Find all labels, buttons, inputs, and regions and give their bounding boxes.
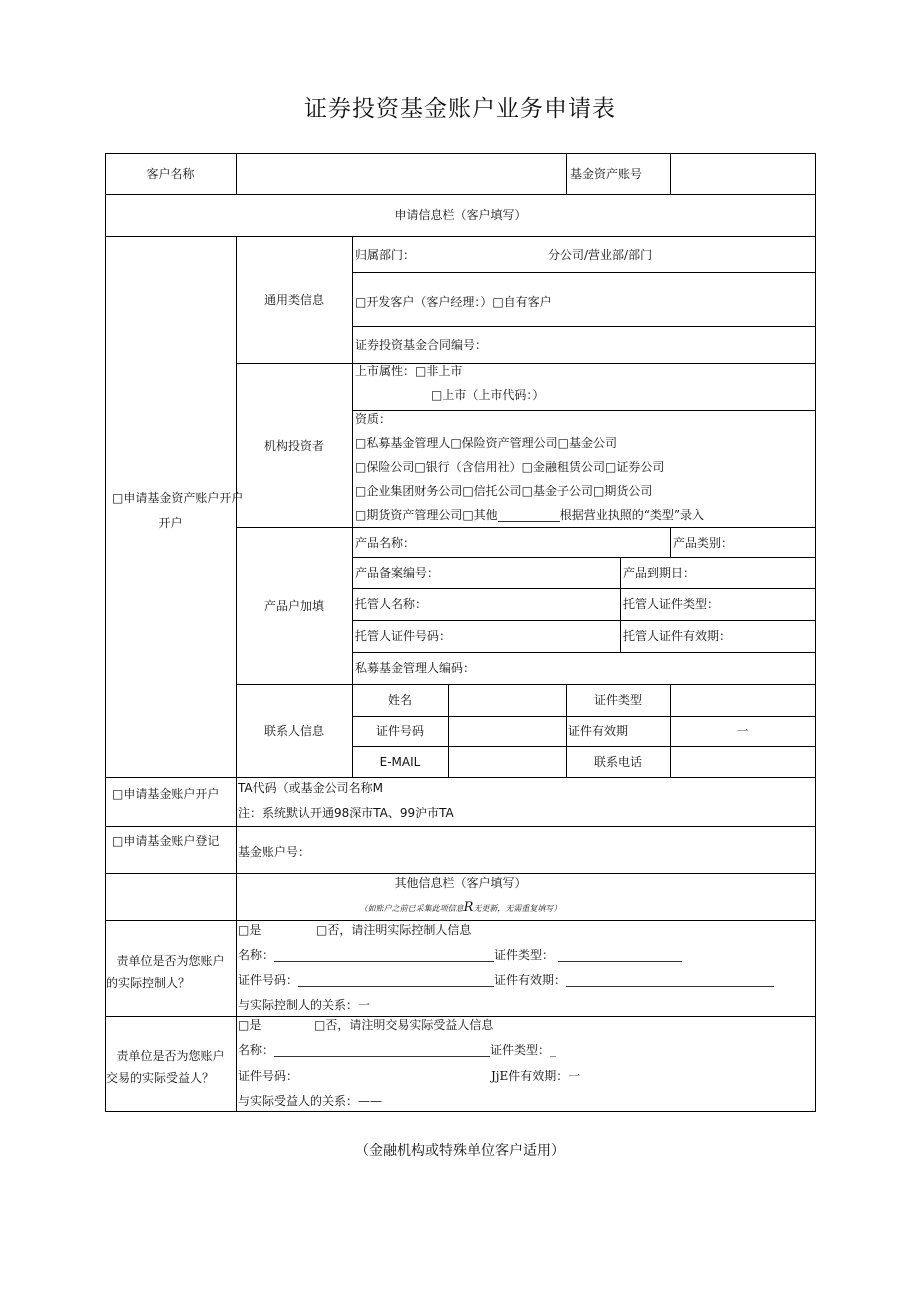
contact-id-type-field[interactable] [672, 686, 814, 714]
fund-account-no-label: 基金账户号： [238, 845, 311, 859]
listing-status-line2[interactable]: □上市（上市代码：） [431, 388, 545, 402]
ta-default-note: 注：系统默认开通98深市TA、99沪市TA [238, 806, 454, 820]
contact-name-label: 姓名 [387, 693, 412, 707]
contact-id-no-field[interactable] [450, 718, 564, 744]
institution-label: 机构投资者 [263, 439, 324, 453]
qualification-options-3[interactable]: □企业集团财务公司□信托公司□基金子公司□期货公司 [355, 484, 653, 498]
col-line [236, 236, 237, 1112]
other-section-title: 其他信息栏（客户填写） [394, 876, 527, 890]
fund-asset-account-field[interactable] [672, 156, 814, 192]
beneficiary-id-type-label: 证件类型：_ [490, 1043, 557, 1057]
open-fund-account-checkbox[interactable]: □申请基金账户开户 [112, 787, 220, 801]
contract-no-label: 证券投资基金合同编号： [355, 338, 488, 352]
other-note-b: 无更新，无需重复填写） [473, 904, 562, 913]
custodian-id-validity-label: 托管人证件有效期： [623, 629, 732, 643]
beneficiary-id-no-label: 证件号码： [238, 1069, 299, 1083]
qualification-other-option: □期货资产管理公司□其他 [355, 508, 498, 522]
controller-question-line2: 的实际控制人？ [106, 976, 191, 990]
row-line [236, 363, 816, 364]
other-note-a: （如账户之前已采集此项信息 [359, 904, 464, 913]
product-section-label: 产品户加填 [263, 599, 324, 613]
controller-id-validity-label: 证件有效期： [494, 973, 567, 987]
custodian-id-type-label: 托管人证件类型： [623, 597, 720, 611]
table-border-bottom [105, 1111, 816, 1112]
client-type-options[interactable]: □开发客户（客户经理：）□自有客户 [355, 295, 552, 309]
open-asset-account-checkbox[interactable]: □申请基金资产账户开户 [112, 491, 244, 505]
contact-id-no-label: 证件号码 [375, 724, 424, 738]
qualification-options-1[interactable]: □私募基金管理人□保险资产管理公司□基金公司 [355, 436, 618, 450]
row-line [352, 410, 816, 411]
controller-id-no-field[interactable] [298, 975, 494, 987]
row-line [105, 1016, 816, 1017]
contact-section-label: 联系人信息 [263, 724, 324, 738]
client-name-label: 客户名称 [146, 167, 195, 181]
other-section-note [105, 900, 816, 916]
contact-id-validity-field[interactable]: 一 [736, 724, 749, 738]
contact-phone-label: 联系电话 [593, 755, 642, 769]
col-line [620, 557, 621, 653]
beneficiary-question-line2: 交易的实际受益人？ [106, 1071, 215, 1085]
row-line [352, 272, 816, 273]
general-info-label: 通用类信息 [263, 293, 324, 307]
contact-id-type-label: 证件类型 [593, 693, 642, 707]
custodian-name-label: 托管人名称： [355, 597, 428, 611]
row-line [105, 826, 816, 827]
other-blank[interactable] [498, 510, 560, 522]
row-line [236, 527, 816, 528]
table-border-right [815, 153, 816, 1112]
controller-no-option[interactable]: □否，请注明实际控制人信息 [316, 923, 472, 937]
listing-status-line1[interactable]: 上市属性：□非上市 [355, 364, 463, 378]
row-line [105, 777, 816, 778]
row-line [105, 873, 816, 874]
row-line [352, 588, 816, 589]
row-line [105, 236, 816, 237]
contact-email-field[interactable] [450, 748, 564, 776]
controller-name-field[interactable] [274, 950, 494, 962]
contact-id-validity-label: 证件有效期 [568, 724, 629, 738]
pfm-code-label: 私募基金管理人编码： [355, 661, 476, 675]
contact-phone-field[interactable] [672, 748, 814, 776]
row-line [352, 746, 816, 747]
row-line [352, 652, 816, 653]
client-name-field[interactable] [238, 156, 564, 192]
row-line [352, 326, 816, 327]
controller-name-label: 名称： [238, 948, 275, 962]
col-line [670, 527, 671, 558]
product-record-no-label: 产品备案编号： [355, 566, 440, 580]
controller-question-line1: 责单位是否为您账户 [116, 954, 225, 968]
department-label: 归属部门： [355, 248, 416, 262]
beneficiary-yes-option[interactable]: □是 [238, 1018, 262, 1032]
fund-asset-account-label: 基金资产账号 [569, 167, 642, 181]
table-border-top [105, 153, 816, 154]
beneficiary-name-label: 名称： [238, 1043, 275, 1057]
register-fund-account-checkbox[interactable]: □申请基金账户登记 [112, 834, 220, 848]
controller-id-no-label: 证件号码： [238, 973, 299, 987]
product-expiry-label: 产品到期日： [623, 566, 696, 580]
apply-section-title: 申请信息栏（客户填写） [394, 208, 527, 222]
other-note-r: R [463, 900, 474, 915]
department-suffix: 分公司/营业部/部门 [548, 248, 653, 262]
table-border-left [105, 153, 106, 1112]
qualification-options-4[interactable] [355, 508, 704, 522]
col-line [670, 153, 671, 195]
contact-email-label: E-MAIL [379, 755, 421, 769]
row-line [352, 557, 816, 558]
controller-name-row [238, 948, 682, 962]
open-asset-account-label-suffix: 开户 [158, 516, 183, 530]
row-line [352, 620, 816, 621]
qualification-hint: 根据营业执照的“类型”录入 [559, 508, 704, 522]
row-line [105, 920, 816, 921]
beneficiary-name-field[interactable] [274, 1045, 490, 1057]
col-line [448, 684, 449, 778]
controller-relation: 与实际控制人的关系：一 [238, 998, 371, 1012]
row-line [105, 194, 816, 195]
qualification-label: 资质： [355, 412, 392, 426]
product-type-label: 产品类别： [673, 536, 734, 550]
contact-name-field[interactable] [450, 686, 564, 714]
beneficiary-name-row [238, 1043, 556, 1057]
beneficiary-relation: 与实际受益人的关系：—— [238, 1094, 383, 1108]
product-name-label: 产品名称： [355, 536, 416, 550]
controller-id-type-field[interactable] [558, 950, 682, 962]
beneficiary-no-option[interactable]: □否，请注明交易实际受益人信息 [314, 1018, 494, 1032]
custodian-id-no-label: 托管人证件号码： [355, 629, 452, 643]
controller-id-row [238, 973, 774, 987]
row-line [352, 716, 816, 717]
beneficiary-question-line1: 责单位是否为您账户 [116, 1049, 225, 1063]
controller-id-type-label: 证件类型： [494, 948, 555, 962]
beneficiary-id-validity-label: JjE件有效期：一 [491, 1069, 581, 1083]
controller-id-validity-field[interactable] [566, 975, 774, 987]
row-line [236, 684, 816, 685]
footer-note: （金融机构或特殊单位客户适用） [355, 1143, 565, 1159]
qualification-options-2[interactable]: □保险公司□银行（含信用社）□金融租赁公司□证券公司 [355, 460, 665, 474]
col-line [236, 153, 237, 195]
ta-code-label: TA代码（或基金公司名称M [238, 781, 383, 795]
page-title: 证券投资基金账户业务申请表 [304, 96, 616, 122]
controller-yes-option[interactable]: □是 [238, 923, 262, 937]
